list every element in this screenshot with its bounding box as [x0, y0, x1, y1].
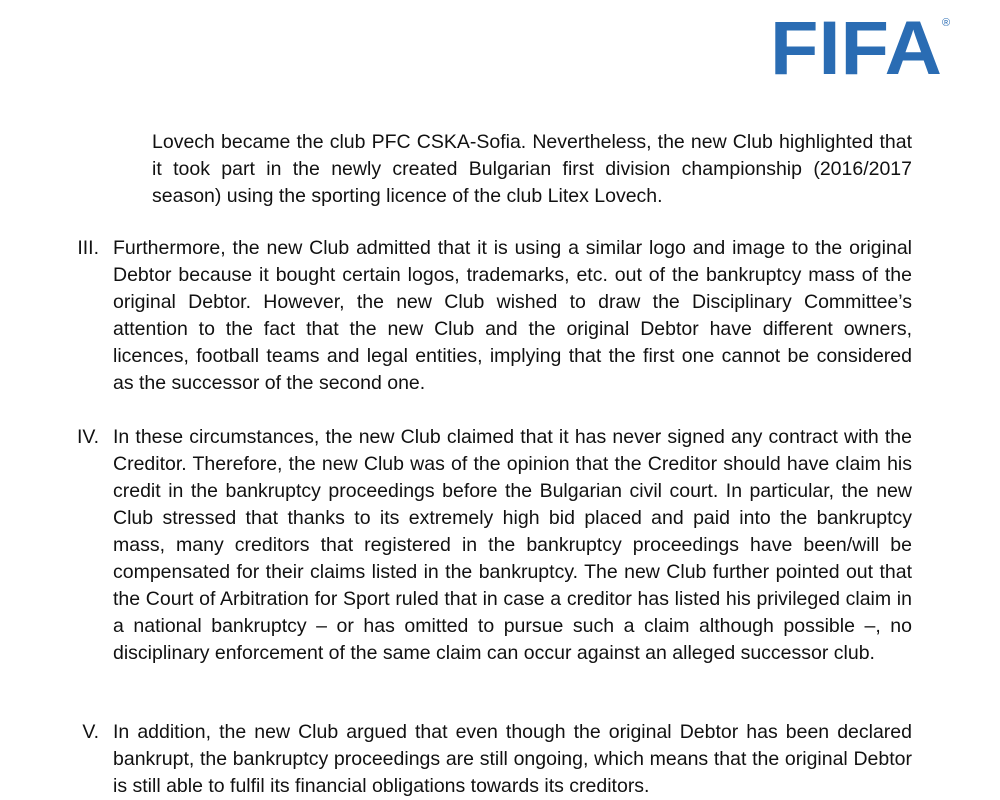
- paragraph-continuation: Lovech became the club PFC CSKA-Sofia. Nevertheless, the new Club highlighted that it took part in the newly created Bulgarian first division championship (2016/2017 season) using the sporting licence of the club Litex Lovech.: [152, 131, 912, 207]
- fifa-logo-text: FIFA: [770, 12, 942, 80]
- paragraph-text: Furthermore, the new Club admitted that it is using a similar logo and image to the original Debtor because it bought certain logos, trademarks, etc. out of the bankruptcy mass of the original Debtor. However, the new Club wished to draw the Disciplinary Committee’s attention to the fact that the new Club and the original Debtor have different owners, licences, football teams and legal entities, implying that the first one cannot be considered as the successor of the second one.: [113, 237, 912, 394]
- fifa-logo: [770, 12, 955, 80]
- paragraph-numeral: IV.: [76, 426, 99, 448]
- paragraph-iv: [76, 424, 912, 667]
- registered-mark: ®: [942, 17, 951, 29]
- paragraph-text: In these circumstances, the new Club claimed that it has never signed any contract with the Creditor. Therefore, the new Club was of the opinion that the Creditor should have claim his credit in the bankruptcy proceedings before the Bulgarian civil court. In particular, the new Club stressed that thanks to its extremely high bid placed and paid into the bankruptcy mass, many creditors that registered in the bankruptcy proceedings have been/will be compensated for their claims listed in the bankruptcy. The new Club further pointed out that the Court of Arbitration for Sport ruled that in case a creditor has listed his privileged claim in a national bankruptcy – or has omitted to pursue such a claim although possible –, no disciplinary enforcement of the same claim can occur against an alleged successor club.: [113, 426, 912, 664]
- paragraph-v: [82, 719, 912, 800]
- paragraph-text: In addition, the new Club argued that even though the original Debtor has been declared bankrupt, the bankruptcy proceedings are still ongoing, which means that the original Debtor is still able to fulfil its financial obligations towards its creditors.: [113, 721, 912, 797]
- paragraph-numeral: V.: [82, 721, 99, 743]
- paragraph-iii: [77, 235, 912, 397]
- paragraph-numeral: III.: [77, 237, 99, 259]
